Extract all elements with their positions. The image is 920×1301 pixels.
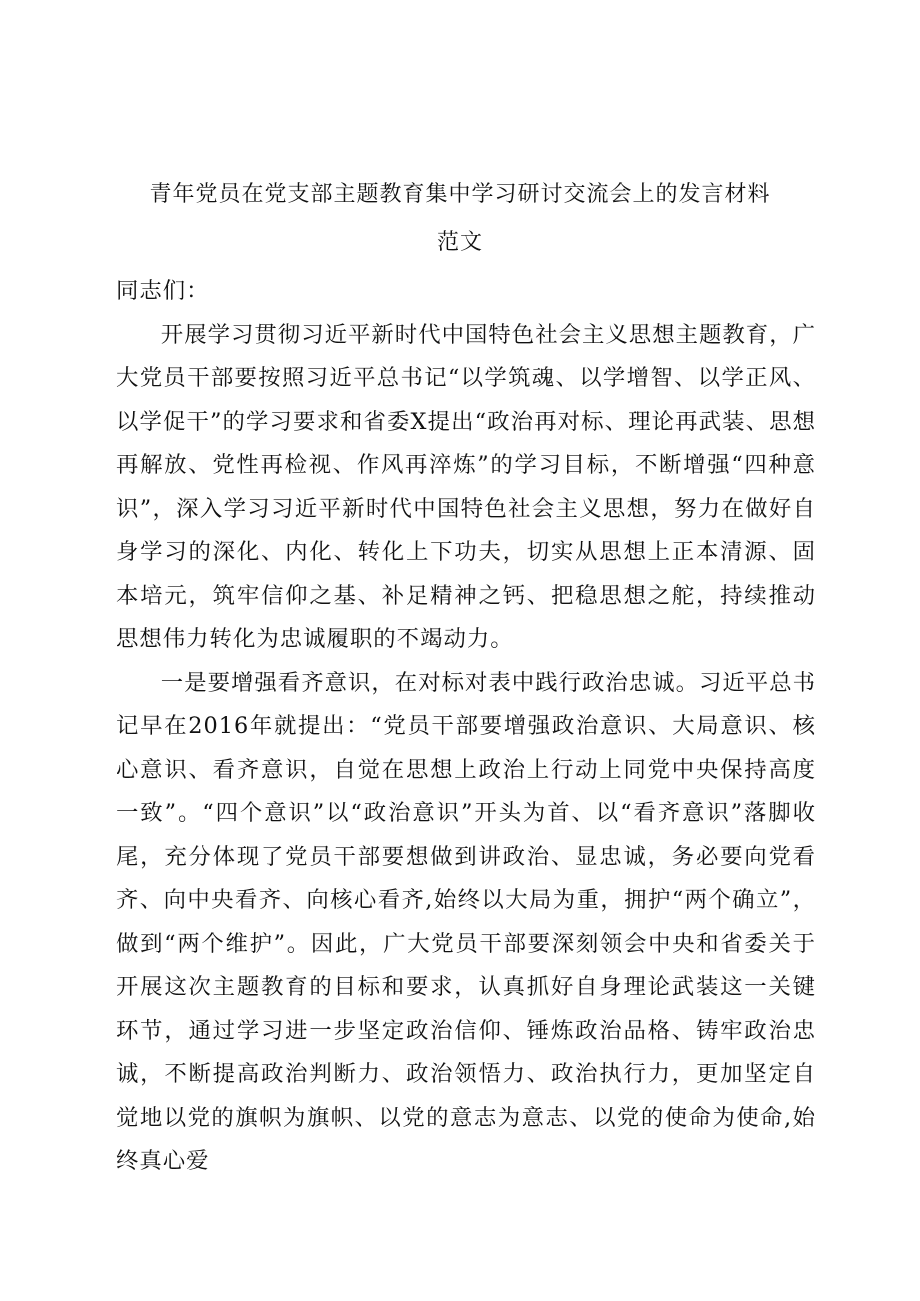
paragraph-intro: 开展学习贯彻习近平新时代中国特色社会主义思想主题教育，广大党员干部要按照习近平总书记“以学筑魂、以学增智、以学正风、以学促干”的学习要求和省委X提出“政治再对标、理论再武装、思想再解放、党性再检视、作风再淬炼”的学习目标，不断增强“四种意识”，深入学习习近平新时代中国特色社会主义思想，努力在做好自身学习的深化、内化、转化上下功夫，切实从思想上正本清源、固本培元，筑牢信仰之基、补足精神之钙、把稳思想之舵，持续推动思想伟力转化为忠诚履职的不竭动力。	[116, 321, 816, 652]
paragraph-point-one: 一是要增强看齐意识，在对标对表中践行政治忠诚。习近平总书记早在2016年就提出：“党员干部要增强政治意识、大局意识、核心意识、看齐意识，自觉在思想上政治上行动上同党中央保持高度一致”。“四个意识”以“政治意识”开头为首、以“看齐意识”落脚收尾，充分体现了党员干部要想做到讲政治、显忠诚，务必要向党看齐、向中央看齐、向核心看齐,始终以大局为重，拥护“两个确立”，做到“两个维护”。因此，广大党员干部要深刻领会中央和省委关于开展这次主题教育的目标和要求，认真抓好自身理论武装这一关键环节，通过学习进一步坚定政治信仰、锤炼政治品格、铸牢政治忠诚，不断提高政治判断力、政治领悟力、政治执行力，更加坚定自觉地以党的旗帜为旗帜、以党的意志为意志、以党的使命为使命,始终真心爱	[116, 669, 816, 1174]
salutation: 同志们：	[116, 278, 210, 304]
document-title: 青年党员在党支部主题教育集中学习研讨交流会上的发言材料	[149, 182, 771, 207]
document-title-suffix: 范文	[436, 230, 483, 255]
document-body	[116, 270, 816, 1184]
